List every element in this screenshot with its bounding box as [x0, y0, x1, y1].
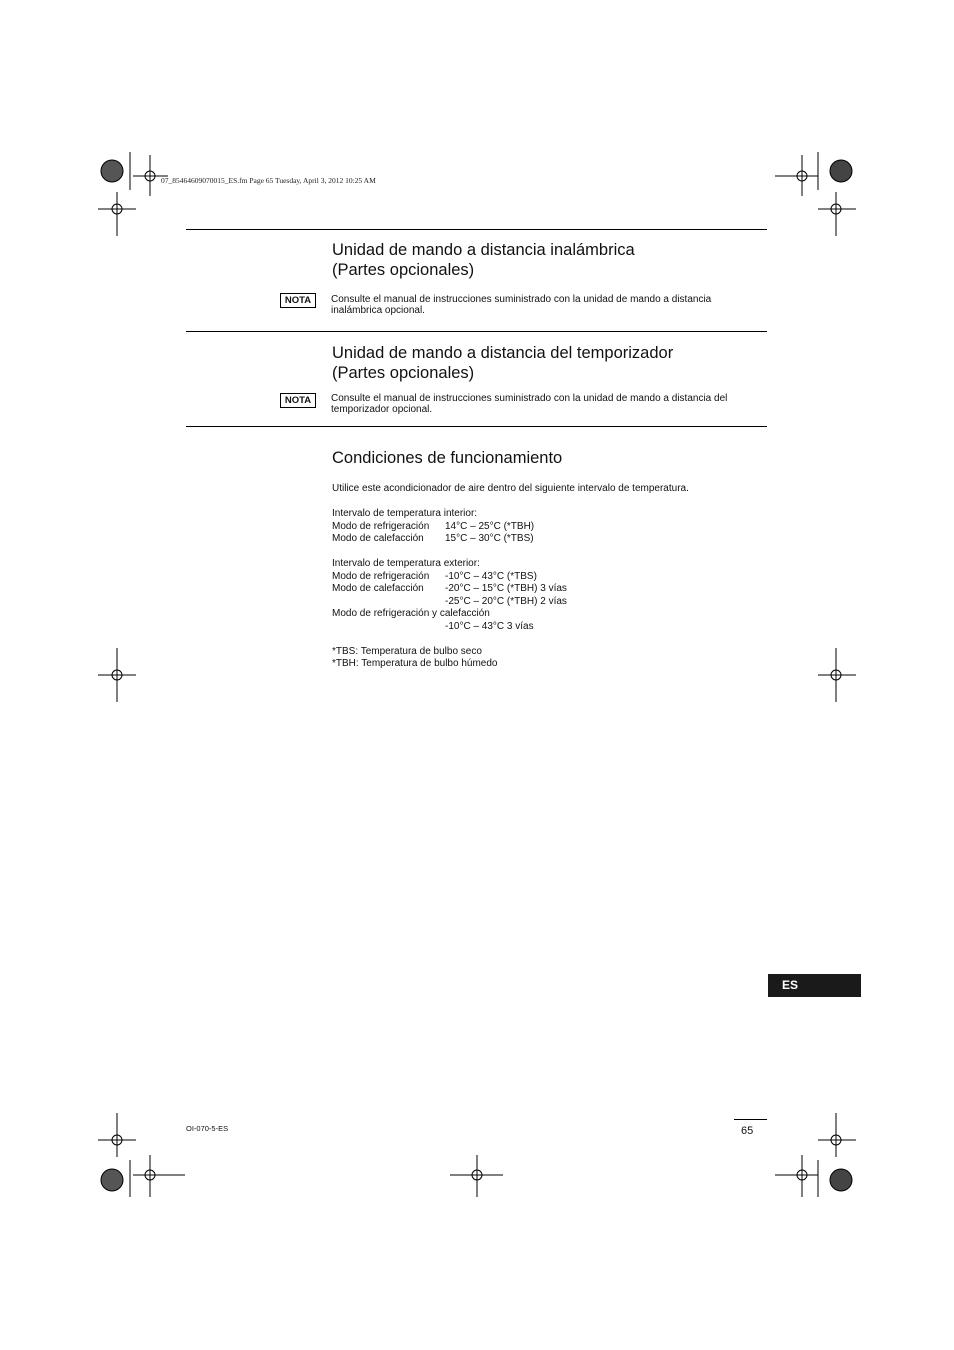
indoor-heat-mode: Modo de calefacción: [332, 533, 424, 544]
footnote-tbs: *TBS: Temperatura de bulbo seco: [332, 646, 482, 657]
indoor-cool-range: 14°C – 25°C (*TBH): [445, 521, 535, 532]
conditions-intro: Utilice este acondicionador de aire dentro del siguiente intervalo de temperatura.: [332, 483, 689, 494]
indoor-heading: Intervalo de temperatura interior:: [332, 508, 478, 519]
outdoor-both-range: -10°C – 43°C 3 vías: [445, 621, 534, 632]
outdoor-heat-range-3way: -20°C – 15°C (*TBH) 3 vías: [445, 583, 567, 594]
divider-3: [186, 426, 767, 427]
note-text-line1: Consulte el manual de instrucciones suministrado con la unidad de mando a distancia del: [331, 393, 728, 404]
divider-2: [186, 331, 767, 332]
footnote-tbh: *TBH: Temperatura de bulbo húmedo: [332, 658, 498, 669]
outdoor-cool-mode: Modo de refrigeración: [332, 571, 430, 582]
section-title-timer-line2: (Partes opcionales): [332, 364, 475, 382]
indoor-cool-mode: Modo de refrigeración: [332, 521, 430, 532]
note-text-line2: inalámbrica opcional.: [331, 305, 425, 316]
file-info-line: 07_85464609070015_ES.fm Page 65 Tuesday, April 3, 2012 10:25 AM: [161, 176, 376, 185]
page-number-rule: [734, 1119, 767, 1120]
outdoor-heading: Intervalo de temperatura exterior:: [332, 558, 480, 569]
outdoor-heat-range-2way: -25°C – 20°C (*TBH) 2 vías: [445, 596, 567, 607]
outdoor-cool-range: -10°C – 43°C (*TBS): [445, 571, 537, 582]
note-badge: NOTA: [280, 393, 316, 408]
outdoor-heat-mode: Modo de calefacción: [332, 583, 424, 594]
outdoor-both-mode: Modo de refrigeración y calefacción: [332, 608, 490, 619]
note-text-line1: Consulte el manual de instrucciones suministrado con la unidad de mando a distancia: [331, 294, 712, 305]
section-title-wireless-line1: Unidad de mando a distancia inalámbrica: [332, 241, 635, 259]
page-number: 65: [741, 1125, 754, 1137]
indoor-heat-range: 15°C – 30°C (*TBS): [445, 533, 534, 544]
language-tab: ES: [768, 974, 861, 997]
section-title-timer-line1: Unidad de mando a distancia del temporizador: [332, 344, 674, 362]
note-text-line2: temporizador opcional.: [331, 404, 433, 415]
note-badge: NOTA: [280, 293, 316, 308]
section-title-conditions: Condiciones de funcionamiento: [332, 449, 563, 467]
doc-code: OI-070-5-ES: [186, 1124, 229, 1133]
section-title-wireless-line2: (Partes opcionales): [332, 261, 475, 279]
divider-top: [186, 229, 767, 230]
